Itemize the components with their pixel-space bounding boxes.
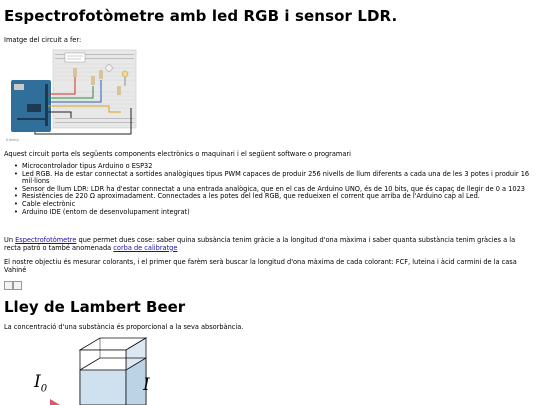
list-item: • Led RGB. Ha de estar connectat a sortides analògiques tipus PWM capaces de produir 256 nivells de llum diferents a cada una de les 3 potes i produir 16 mil·lions (4, 171, 532, 186)
spectrophotometer-link[interactable]: Espectrofotòmetre (15, 236, 77, 244)
incident-intensity-label (34, 373, 47, 398)
list-item: • Cable electrònic (4, 201, 532, 209)
paragraph-objective: El nostre objectiu és mesurar colorants, i el primer que farèm serà buscar la longitud d'ona màxima de cada colorant: FCF, luteina i àcid carmini de la casa Vahiné (4, 258, 517, 274)
para1-pre: Un (4, 236, 16, 244)
i0-label: I (34, 372, 41, 392)
list-item: • Arduino IDE (entorn de desenvolupament integrat) (4, 209, 532, 217)
components-list (4, 163, 532, 216)
list-item: • Microcontrolador tipus Arduino o ESP32 (4, 163, 532, 171)
page-title: Espectrofotòmetre amb led RGB i sensor LDR. (4, 7, 398, 25)
section-heading: Lley de Lambert Beer (4, 298, 186, 316)
lambert-text: La concentració d'una substància és proporcional a la seva absorbància. (4, 323, 244, 331)
list-item: • Sensor de llum LDR: LDR ha d'estar connectat a una entrada analògica, que en el cas de Arduino UNO, és de 10 bits, que és capaç de llegir de 0 a 1023 (4, 186, 532, 194)
i0-subscript: 0 (40, 383, 48, 395)
broken-image (4, 281, 13, 290)
para1-mid: que permet dues cose: saber quina subsància tenim gràcie a la longitud d'ona màxima i saber quanta substància tenim gràcies a la recta patró o també anomenada (4, 236, 516, 252)
calibration-curve-link[interactable]: corba de calibratge (113, 243, 178, 252)
components-intro: Aquest circuit porta els següents components electrònics o maquinari i el següent software o programari (4, 150, 351, 158)
image-caption: fritzing (6, 138, 19, 142)
broken-image (13, 281, 22, 290)
list-item: • Resistències de 220 Ω aproximadament. Connectades a les potes del led RGB, que redueixen el corrent que arriba de l'Arduino cap al Led. (4, 193, 532, 201)
cuvette-diagram (30, 336, 160, 405)
circuit-image (5, 46, 138, 136)
circuit-intro: Imatge del circuit a fer: (4, 36, 82, 44)
paragraph-spectrophotometer (4, 237, 534, 252)
transmitted-intensity-label: I (143, 375, 150, 395)
